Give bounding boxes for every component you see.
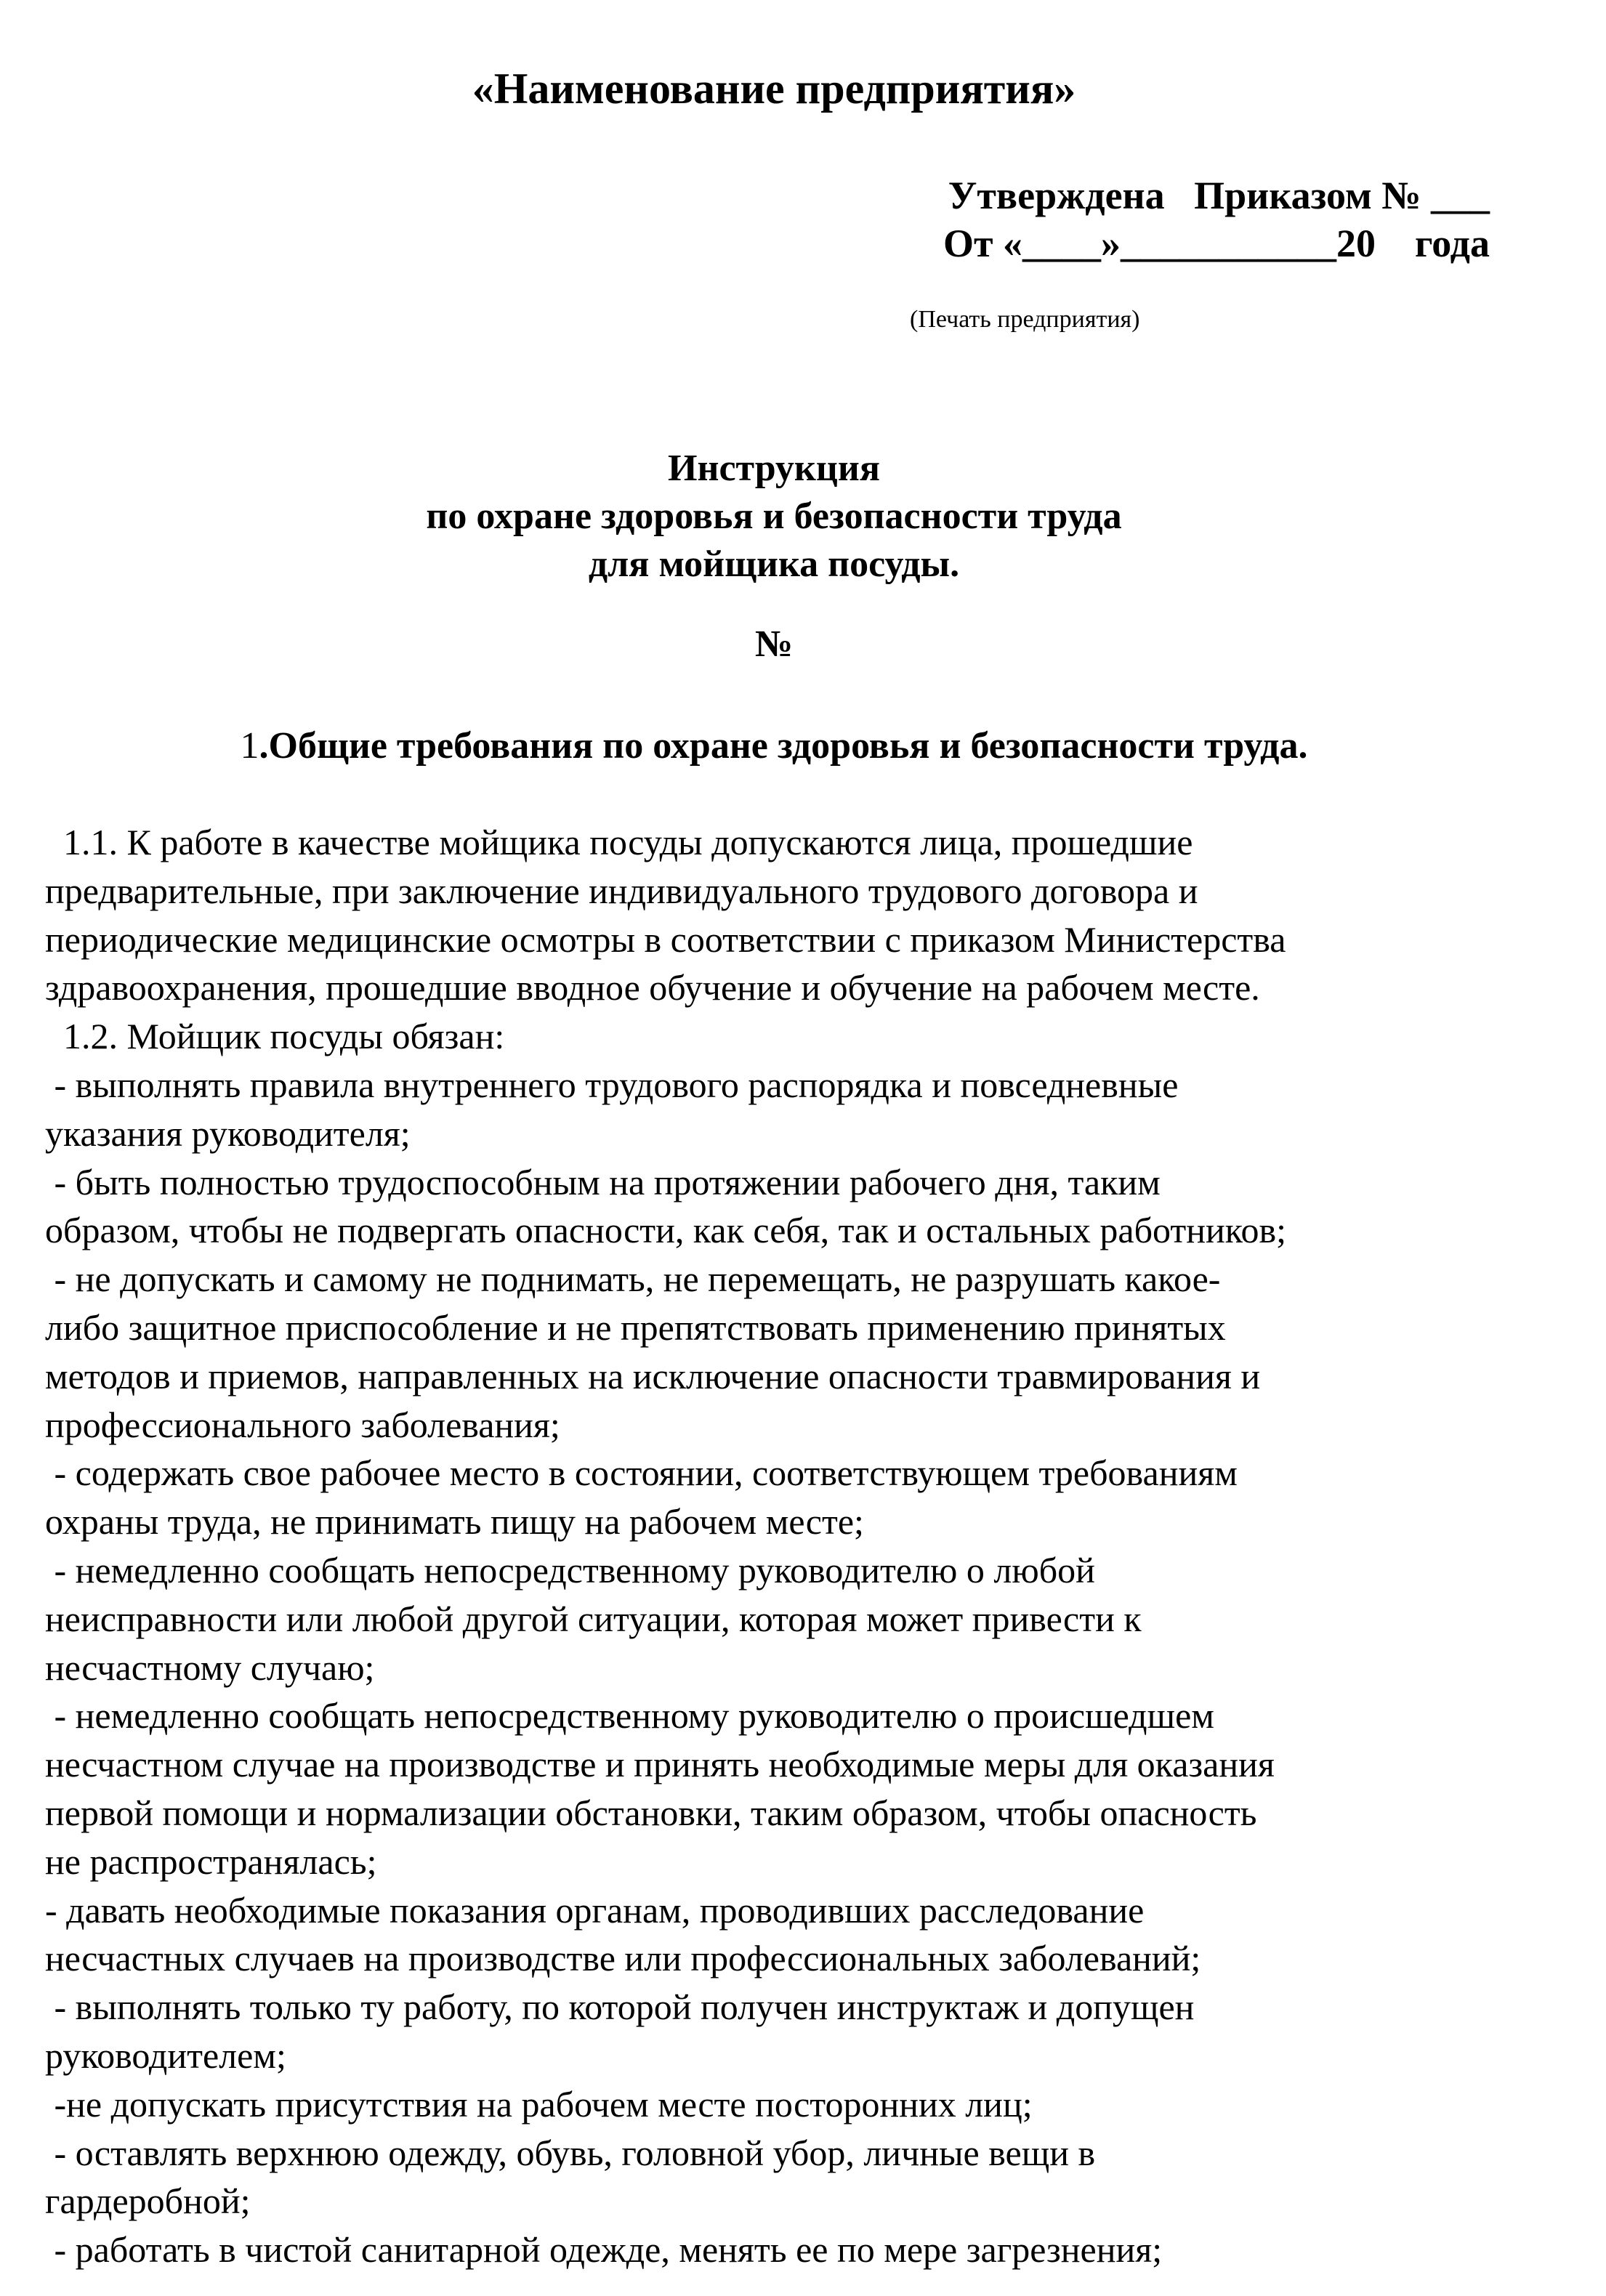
section-1-body xyxy=(45,818,1571,2274)
body-line: предварительные, при заключение индивидуального трудового договора и xyxy=(45,870,1198,911)
document-number-sign: № xyxy=(754,623,794,665)
body-line: - содержать свое рабочее место в состоянии, соответствующем требованиям xyxy=(45,1452,1238,1494)
body-line: несчастном случае на производстве и принять необходимые меры для оказания xyxy=(45,1744,1275,1785)
section-1-heading xyxy=(0,722,1548,770)
body-line: указания руководителя; xyxy=(45,1112,411,1154)
body-line: либо защитное приспособление и не препятствовать применению принятых xyxy=(45,1306,1226,1348)
body-line: - давать необходимые показания органам, проводивших расследование xyxy=(45,1889,1145,1931)
body-line: - быть полностью трудоспособным на протяжении рабочего дня, таким xyxy=(45,1161,1161,1202)
title-line-3: для мойщика посуды. xyxy=(588,543,960,585)
body-line: руководителем; xyxy=(45,2034,286,2076)
body-line: неисправности или любой другой ситуации, которая может привести к xyxy=(45,1598,1142,1639)
title-line-1: Инструкция xyxy=(668,448,880,489)
approval-order-line: Утверждена Приказом № ___ xyxy=(948,174,1490,217)
company-stamp-placeholder: (Печать предприятия) xyxy=(910,306,1140,333)
section-1-number: 1 xyxy=(240,725,259,767)
body-line: охраны труда, не принимать пищу на рабочем месте; xyxy=(45,1501,864,1543)
body-line: несчастному случаю; xyxy=(45,1646,375,1688)
body-line: - оставлять верхнюю одежду, обувь, головной убор, личные вещи в xyxy=(45,2132,1096,2173)
body-line: методов и приемов, направленных на исключение опасности травмирования и xyxy=(45,1355,1261,1396)
body-line: первой помощи и нормализации обстановки, таким образом, чтобы опасность xyxy=(45,1792,1257,1833)
body-line: - немедленно сообщать непосредственному руководителю о любой xyxy=(45,1549,1095,1590)
body-line: - выполнять правила внутреннего трудового распорядка и повседневные xyxy=(45,1064,1179,1105)
body-line: несчастных случаев на производстве или профессиональных заболеваний; xyxy=(45,1938,1201,1979)
body-line: образом, чтобы не подвергать опасности, как себя, так и остальных работников; xyxy=(45,1210,1287,1251)
company-name: «Наименование предприятия» xyxy=(472,65,1076,113)
body-line: -не допускать присутствия на рабочем месте посторонних лиц; xyxy=(45,2083,1033,2125)
body-line: - работать в чистой санитарной одежде, менять ее по мере загрезнения; xyxy=(45,2229,1163,2271)
body-line: 1.1. К работе в качестве мойщика посуды допускаются лица, прошедшие xyxy=(45,822,1193,862)
body-line: профессионального заболевания; xyxy=(45,1404,560,1445)
body-line: здравоохранения, прошедшие вводное обучение и обучение на рабочем месте. xyxy=(45,967,1260,1008)
section-1-heading-text: .Общие требования по охране здоровья и безопасности труда. xyxy=(259,725,1308,767)
body-line: гардеробной; xyxy=(45,2180,251,2222)
body-line: не распространялась; xyxy=(45,1840,377,1882)
body-line: - немедленно сообщать непосредственному руководителю о происшедшем xyxy=(45,1695,1214,1737)
body-line: - выполнять только ту работу, по которой получен инструктаж и допущен xyxy=(45,1986,1195,2028)
approval-block xyxy=(943,171,1490,267)
document-title xyxy=(0,445,1548,589)
body-line: - не допускать и самому не поднимать, не перемещать, не разрушать какое- xyxy=(45,1258,1221,1300)
approval-date-line: От «____»___________20 года xyxy=(943,222,1490,265)
body-line: периодические медицинские осмотры в соответствии с приказом Министерства xyxy=(45,918,1286,960)
title-line-2: по охране здоровья и безопасности труда xyxy=(426,496,1122,537)
body-line: 1.2. Мойщик посуды обязан: xyxy=(45,1016,505,1057)
